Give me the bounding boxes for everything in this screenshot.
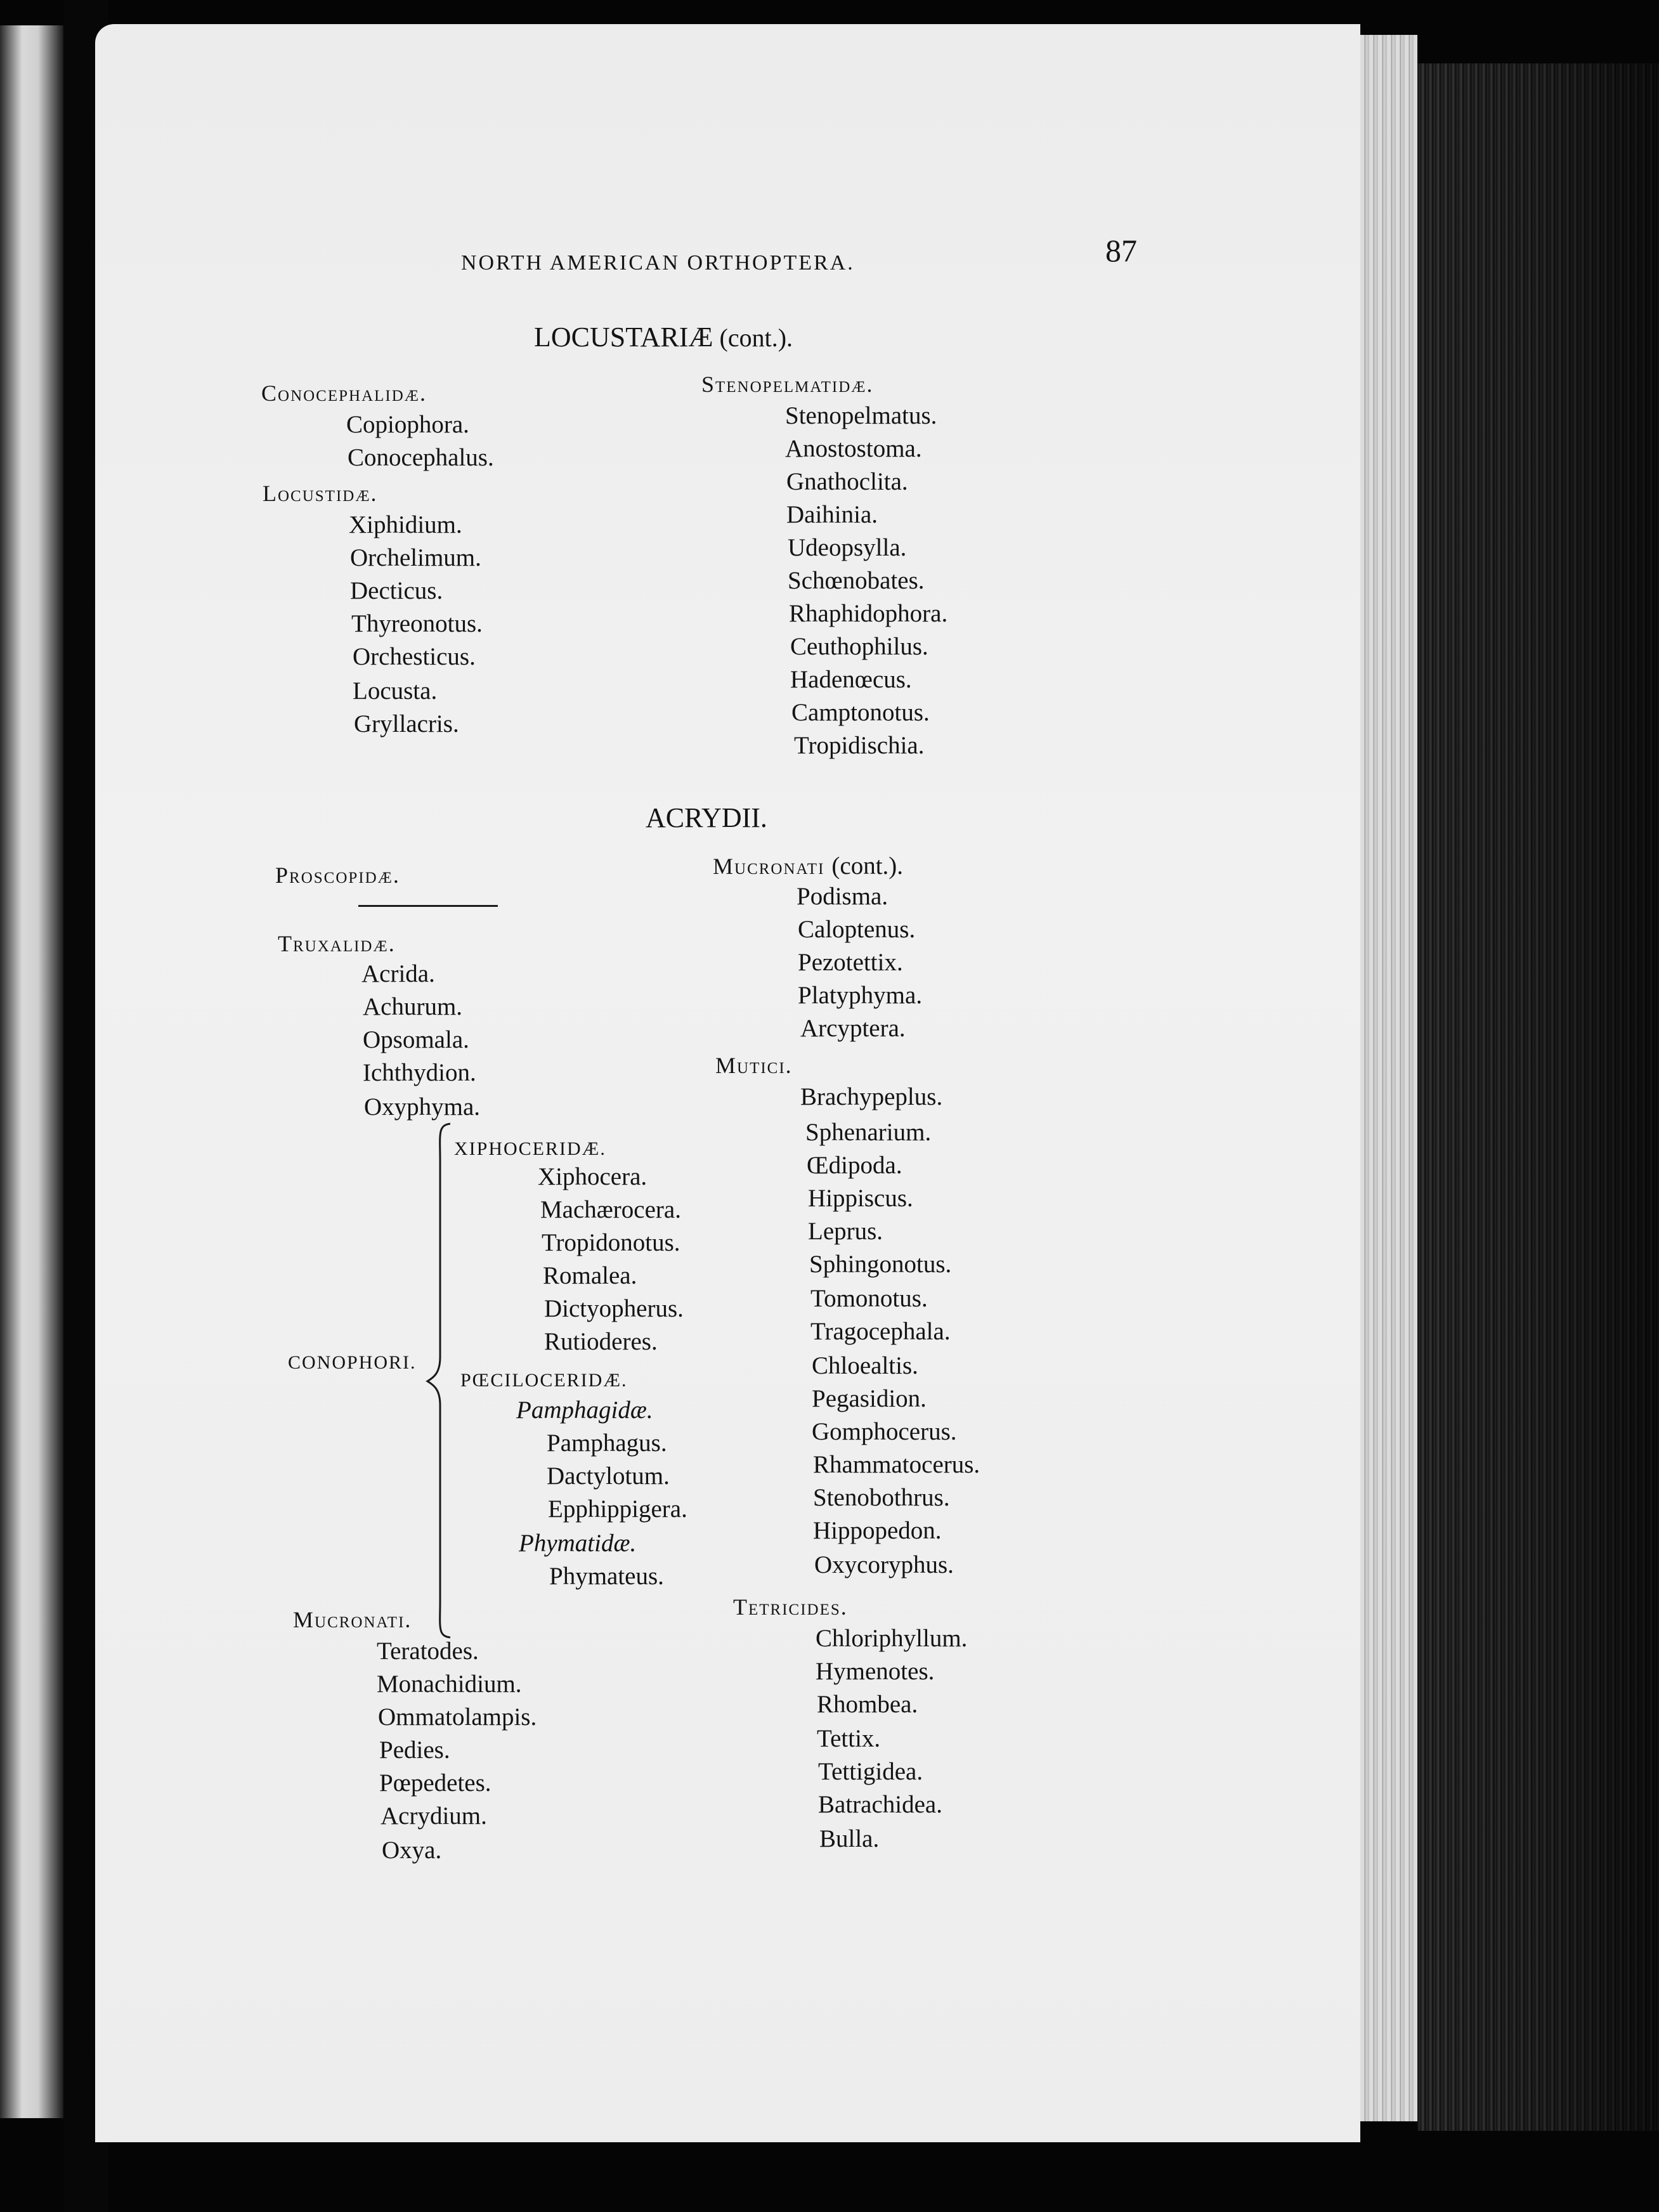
genus-item: Locusta.	[353, 677, 438, 705]
conophori-brace	[425, 1122, 463, 1639]
genus-item: Acrida.	[361, 960, 435, 987]
section-cont-note: (cont.).	[719, 323, 793, 352]
family-mucronati-cont	[713, 854, 903, 878]
genus-item: Hippiscus.	[808, 1185, 913, 1212]
family-stenopelmatidae: Stenopelmatidæ.	[701, 372, 874, 397]
genus-item: Phymateus.	[549, 1563, 664, 1590]
genus-item: Tettigidea.	[818, 1758, 923, 1785]
genus-item: Gnathoclita.	[786, 468, 908, 495]
genus-item: Tropidonotus.	[542, 1229, 680, 1256]
genus-item: Gryllacris.	[354, 710, 459, 738]
genus-item: Tettix.	[817, 1725, 881, 1752]
genus-item: Orchelimum.	[350, 544, 481, 571]
genus-item: Pamphagus.	[547, 1429, 667, 1457]
genus-item: Pegasidion.	[812, 1385, 927, 1412]
genus-item: Brachypeplus.	[800, 1083, 943, 1110]
genus-item: Rhammatocerus.	[813, 1451, 980, 1478]
genus-item: Sphenarium.	[805, 1119, 932, 1146]
genus-item: Daihinia.	[786, 501, 878, 528]
genus-item: Copiophora.	[346, 411, 469, 438]
genus-item: Rhaphidophora.	[789, 600, 948, 627]
family-truxalidae: Truxalidæ.	[278, 931, 396, 956]
genus-item: Tomonotus.	[810, 1285, 928, 1312]
genus-item: Udeopsylla.	[788, 534, 907, 561]
genus-item: Pedies.	[379, 1736, 450, 1764]
genus-item: Achurum.	[363, 993, 463, 1020]
genus-item: Rhombea.	[817, 1691, 918, 1718]
genus-item: Caloptenus.	[798, 916, 916, 943]
genus-item: Pœpedetes.	[379, 1769, 491, 1797]
subfamily-pamphagidae: Pamphagidæ.	[516, 1396, 653, 1424]
genus-item: Xiphidium.	[349, 511, 462, 538]
subfamily-phymatidae: Phymatidæ.	[519, 1530, 637, 1557]
family-xiphoceridae: XIPHOCERIDÆ.	[454, 1138, 606, 1159]
genus-item: Machærocera.	[540, 1196, 681, 1223]
genus-item: Ichthydion.	[363, 1059, 476, 1086]
genus-item: Opsomala.	[363, 1026, 469, 1053]
family-locustidae: Locustidæ.	[263, 481, 378, 506]
genus-item: Decticus.	[350, 577, 443, 604]
genus-item: Tragocephala.	[810, 1318, 951, 1345]
section-title-locustariae	[534, 323, 793, 351]
genus-item: Acrydium.	[381, 1802, 487, 1830]
family-proscopidae: Proscopidæ.	[275, 862, 400, 888]
section-title-text: LOCUSTARIÆ	[534, 322, 713, 353]
separator-rule	[358, 905, 498, 907]
genus-item: Orchesticus.	[353, 643, 476, 670]
genus-item: Œdipoda.	[807, 1152, 902, 1179]
genus-item: Arcyptera.	[800, 1015, 906, 1042]
genus-item: Camptonotus.	[791, 699, 930, 726]
genus-item: Ommatolampis.	[378, 1703, 537, 1731]
genus-item: Schœnobates.	[788, 567, 925, 594]
family-poeciloceridae: PŒCILOCERIDÆ.	[460, 1370, 628, 1391]
family-mucronati-cont-note: (cont.).	[831, 852, 904, 880]
genus-item: Monachidium.	[377, 1670, 522, 1698]
family-mucronati-cont-name: Mucronati	[713, 854, 825, 879]
facing-page-edge	[0, 25, 63, 2118]
genus-item: Hadenœcus.	[790, 666, 912, 693]
genus-item: Podisma.	[797, 883, 888, 910]
genus-item: Gomphocerus.	[812, 1418, 957, 1445]
family-mutici: Mutici.	[715, 1053, 793, 1078]
family-mucronati: Mucronati.	[293, 1607, 412, 1632]
genus-item: Pezotettix.	[798, 949, 903, 976]
genus-item: Bulla.	[819, 1825, 880, 1852]
page-number: 87	[1105, 233, 1137, 268]
genus-item: Stenobothrus.	[813, 1484, 950, 1511]
genus-item: Oxycoryphus.	[814, 1551, 954, 1578]
genus-item: Epphippigera.	[548, 1495, 687, 1523]
genus-item: Teratodes.	[377, 1637, 479, 1665]
genus-item: Stenopelmatus.	[785, 402, 937, 429]
genus-item: Thyreonotus.	[351, 610, 483, 637]
genus-item: Oxyphyma.	[364, 1093, 481, 1121]
section-title-acrydii: ACRYDII.	[646, 802, 767, 833]
genus-item: Conocephalus.	[348, 444, 494, 471]
family-tetricides: Tetricides.	[733, 1594, 848, 1620]
genus-item: Tropidischia.	[794, 732, 925, 759]
genus-item: Rutioderes.	[544, 1328, 658, 1355]
genus-item: Xiphocera.	[538, 1163, 647, 1190]
genus-item: Anostostoma.	[785, 435, 922, 462]
genus-item: Hippopedon.	[813, 1517, 942, 1544]
running-head: NORTH AMERICAN ORTHOPTERA.	[461, 251, 855, 275]
genus-item: Platyphyma.	[798, 982, 923, 1009]
genus-item: Oxya.	[382, 1837, 442, 1864]
genus-item: Dactylotum.	[547, 1462, 670, 1490]
family-conocephalidae: Conocephalidæ.	[261, 381, 427, 406]
genus-item: Sphingonotus.	[809, 1251, 952, 1278]
genus-item: Ceuthophilus.	[790, 633, 928, 660]
genus-item: Batrachidea.	[818, 1791, 942, 1818]
book-fore-edge-shadow	[1417, 63, 1659, 2131]
genus-item: Chloriphyllum.	[816, 1625, 968, 1652]
genus-item: Romalea.	[543, 1262, 637, 1289]
group-label-conophori: CONOPHORI.	[288, 1352, 417, 1373]
genus-item: Dictyopherus.	[544, 1295, 684, 1322]
genus-item: Leprus.	[808, 1218, 883, 1245]
genus-item: Hymenotes.	[816, 1658, 935, 1685]
genus-item: Chloealtis.	[812, 1352, 918, 1379]
page-stack-edge	[1360, 35, 1417, 2121]
